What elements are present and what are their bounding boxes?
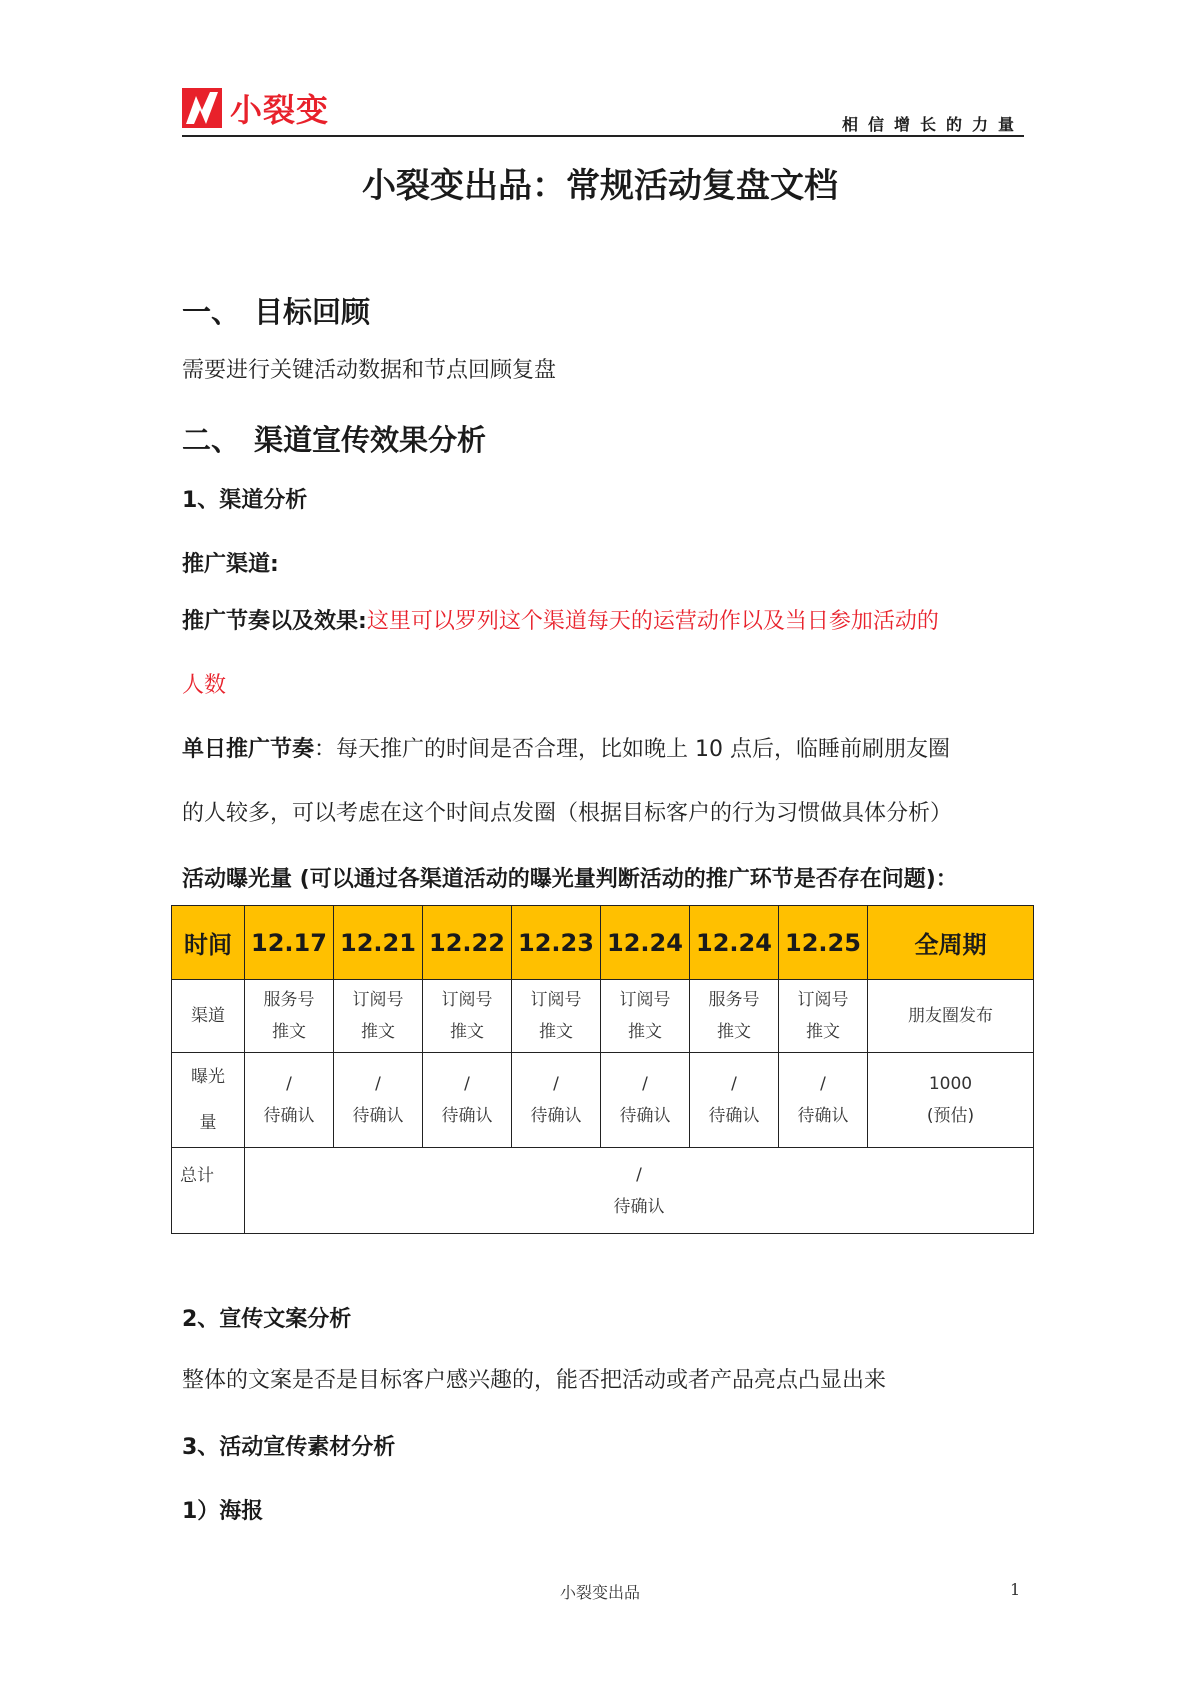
daily-rhythm-paragraph (182, 718, 1027, 846)
poster-item: 1）海报 (182, 1499, 264, 1524)
section-number: 二、 (182, 423, 241, 457)
row-label-exposure: 曝光 量 (172, 1053, 245, 1148)
table-cell: 订阅号 推文 (779, 980, 868, 1053)
table-header-row (172, 906, 1034, 980)
header-cell: 12.23 (512, 906, 601, 980)
table-cell: / 待确认 (423, 1053, 512, 1148)
row-label-total: 总计 (172, 1148, 245, 1234)
table-cell: / 待确认 (601, 1053, 690, 1148)
header-cell: 12.21 (334, 906, 423, 980)
rhythm-label: 推广节奏以及效果: (182, 609, 367, 634)
row-label-channel: 渠道 (172, 980, 245, 1053)
table-cell: 朋友圈发布 (868, 980, 1034, 1053)
slogan: 相信增长的力量 (841, 115, 1024, 134)
header-cell: 12.22 (423, 906, 512, 980)
table-cell-total: / 待确认 (245, 1148, 1034, 1234)
header-cell: 12.17 (245, 906, 334, 980)
channels-label: 推广渠道: (182, 552, 279, 577)
table-cell: / 待确认 (779, 1053, 868, 1148)
table-cell: 订阅号 推文 (334, 980, 423, 1053)
table-row-total (172, 1148, 1034, 1234)
table-cell: 订阅号 推文 (601, 980, 690, 1053)
table-cell: 订阅号 推文 (423, 980, 512, 1053)
table-cell: 1000 (预估) (868, 1053, 1034, 1148)
section-heading-1 (182, 290, 370, 331)
table-cell: 服务号 推文 (245, 980, 334, 1053)
brand-logo (182, 86, 329, 130)
table-cell: / 待确认 (512, 1053, 601, 1148)
section-1-text: 需要进行关键活动数据和节点回顾复盘 (182, 358, 557, 383)
lightning-logo-icon (182, 88, 222, 128)
table-row-exposure (172, 1053, 1034, 1148)
copy-analysis-text: 整体的文案是否是目标客户感兴趣的，能否把活动或者产品亮点凸显出来 (182, 1368, 887, 1393)
rhythm-text: 这里可以罗列这个渠道每天的运营动作以及当日参加活动的 (366, 609, 939, 634)
daily-rhythm-text-cont: 的人较多，可以考虑在这个时间点发圈（根据目标客户的行为习惯做具体分析） (182, 801, 953, 826)
header-cell: 12.24 (601, 906, 690, 980)
section-heading-2 (182, 418, 486, 459)
table-cell: 服务号 推文 (690, 980, 779, 1053)
table-cell: / 待确认 (245, 1053, 334, 1148)
exposure-label: 活动曝光量 (可以通过各渠道活动的曝光量判断活动的推广环节是否存在问题)： (182, 867, 958, 892)
rhythm-paragraph (182, 590, 1027, 718)
rhythm-text-cont: 人数 (182, 673, 227, 698)
subheading-material-analysis: 3、活动宣传素材分析 (182, 1435, 396, 1460)
table-cell: / 待确认 (334, 1053, 423, 1148)
footer-text: 小裂变出品 (559, 1583, 640, 1602)
exposure-table (171, 905, 1034, 1234)
daily-rhythm-label: 单日推广节奏 (182, 737, 315, 762)
table-cell: / 待确认 (690, 1053, 779, 1148)
subheading-channel-analysis: 1、渠道分析 (182, 488, 308, 513)
section-title: 渠道宣传效果分析 (254, 423, 487, 457)
table-cell: 订阅号 推文 (512, 980, 601, 1053)
section-title: 目标回顾 (254, 295, 371, 329)
subheading-copy-analysis: 2、宣传文案分析 (182, 1307, 352, 1332)
daily-rhythm-text: ：每天推广的时间是否合理，比如晚上 10 点后，临睡前刷朋友圈 (314, 737, 950, 762)
header-cell: 12.24 (690, 906, 779, 980)
header-cell: 12.25 (779, 906, 868, 980)
section-number: 一、 (182, 295, 241, 329)
header-cell: 时间 (172, 906, 245, 980)
page-number: 1 (1010, 1580, 1021, 1599)
header-cell: 全周期 (868, 906, 1034, 980)
header-divider (182, 135, 1024, 137)
table-row-channel (172, 980, 1034, 1053)
brand-name: 小裂变 (230, 91, 330, 129)
document-title: 小裂变出品：常规活动复盘文档 (362, 166, 838, 206)
